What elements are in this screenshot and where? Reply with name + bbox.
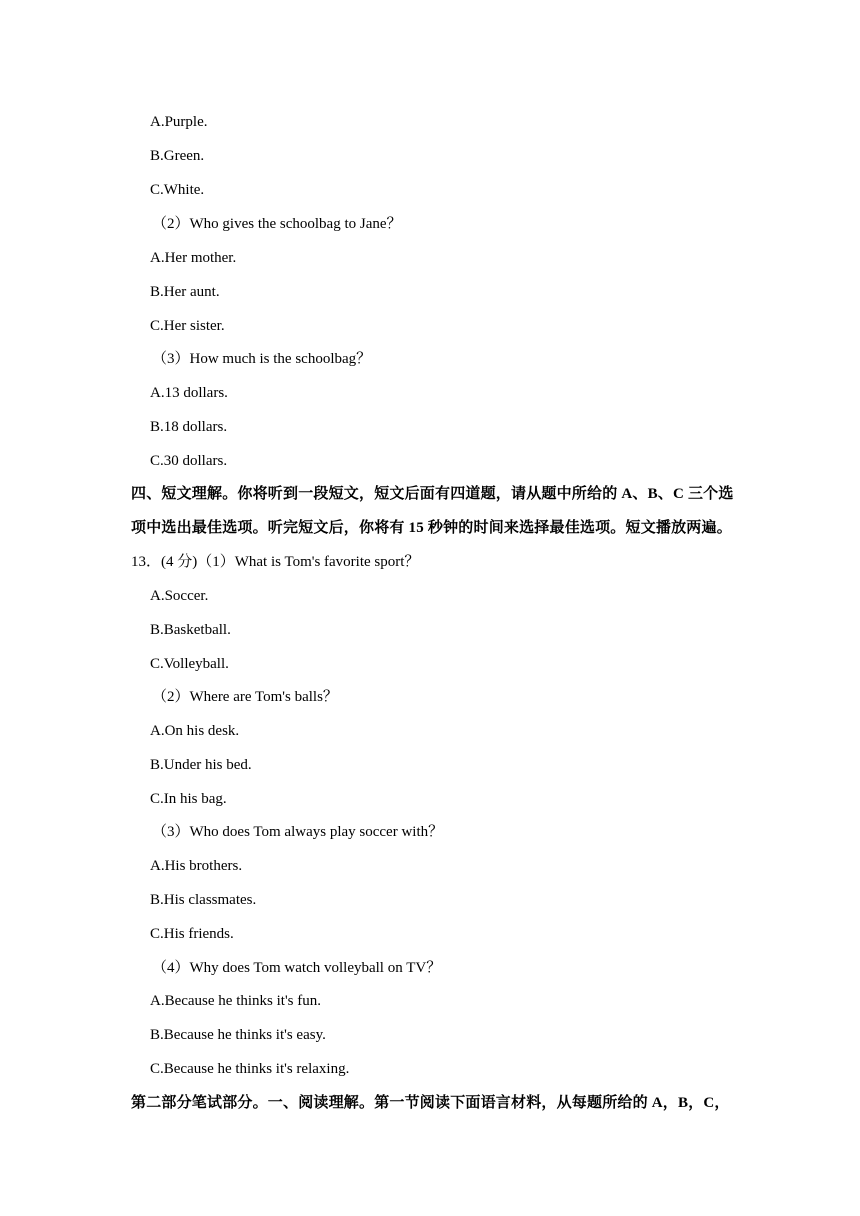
question-number: 13．(4 分)（1）What is Tom's favorite sport？ [131, 554, 420, 570]
option-text: C.His friends. [150, 926, 234, 942]
option-text: A.Because he thinks it's fun. [150, 993, 322, 1009]
option-text: A.Her mother. [150, 250, 237, 266]
section-heading: 四、短文理解。你将听到一段短文，短文后面有四道题，请从题中所给的 A、B、C 三个选 [131, 486, 734, 502]
question-text: （2）Who gives the schoolbag to Jane？ [152, 216, 402, 232]
question-text: （3）How much is the schoolbag？ [152, 351, 372, 367]
question-text: （4）Why does Tom watch volleyball on TV？ [152, 960, 442, 976]
option-text: C.Because he thinks it's relaxing. [150, 1061, 350, 1077]
question-text: （3）Who does Tom always play soccer with？ [152, 824, 444, 840]
option-text: C.30 dollars. [150, 453, 228, 469]
option-text: A.13 dollars. [150, 385, 228, 401]
option-text: C.In his bag. [150, 791, 227, 807]
question-text: （2）Where are Tom's balls？ [152, 689, 338, 705]
option-text: C.White. [150, 182, 205, 198]
option-text: C.Volleyball. [150, 656, 229, 672]
option-text: A.Purple. [150, 114, 208, 130]
section-heading: 项中选出最佳选项。听完短文后，你将有 15 秒钟的时间来选择最佳选项。短文播放两遍。 [131, 520, 732, 536]
option-text: B.Under his bed. [150, 757, 252, 773]
option-text: A.On his desk. [150, 723, 240, 739]
option-text: B.Because he thinks it's easy. [150, 1027, 326, 1043]
option-text: B.Basketball. [150, 622, 231, 638]
option-text: B.His classmates. [150, 892, 257, 908]
option-text: B.Green. [150, 148, 205, 164]
option-text: B.Her aunt. [150, 284, 220, 300]
option-text: B.18 dollars. [150, 419, 228, 435]
option-text: A.Soccer. [150, 588, 209, 604]
option-text: A.His brothers. [150, 858, 243, 874]
section-heading: 第二部分笔试部分。一、阅读理解。第一节阅读下面语言材料，从每题所给的 A，B，C， [131, 1095, 730, 1111]
option-text: C.Her sister. [150, 318, 225, 334]
